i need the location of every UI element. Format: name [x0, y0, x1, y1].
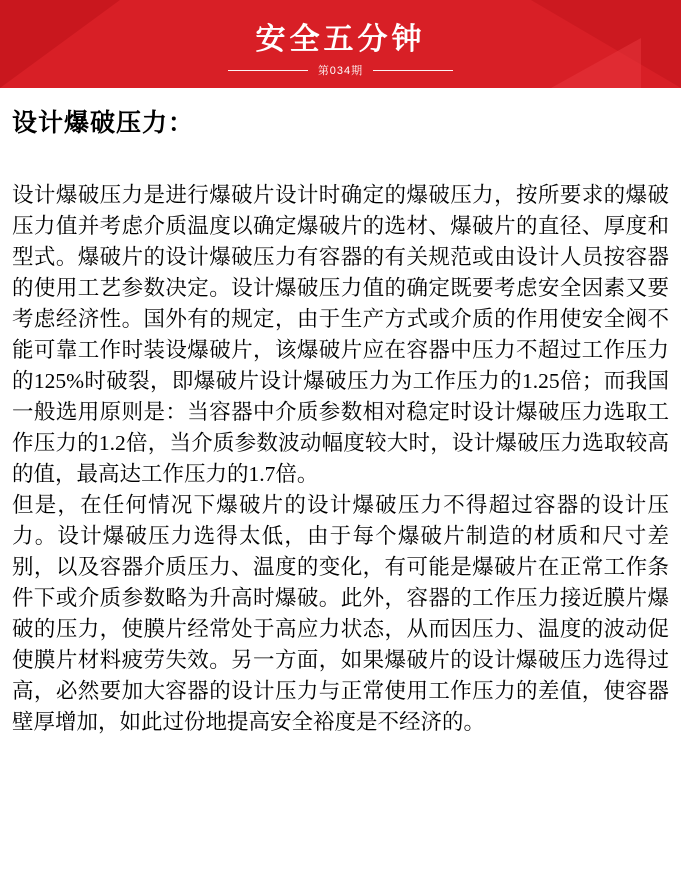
banner-rule-right [373, 70, 453, 71]
page-title: 设计爆破压力： [12, 109, 195, 137]
body-paragraph: 设计爆破压力是进行爆破片设计时确定的爆破压力，按所要求的爆破压力值并考虑介质温度以确定爆破片的选材、爆破片的直径、厚度和型式。爆破片的设计爆破压力有容器的有关规范或由设计人员按容器的使用工艺参数决定。设计爆破压力值的确定既要考虑安全因素又要考虑经济性。国外有的规定，由于生产方式或介质的作用使安全阀不能可靠工作时装设爆破片，该爆破片应在容器中压力不超过工作压力的125%时破裂，即爆破片设计爆破压力为工作压力的1.25倍；而我国一般选用原则是：当容器中介质参数相对稳定时设计爆破压力选取工作压力的1.2倍，当介质参数波动幅度较大时，设计爆破压力选取较高的值，最高达工作压力的1.7倍。 [12, 183, 669, 486]
document-content [0, 88, 681, 738]
title-body-spacer [12, 138, 669, 180]
body-paragraph: 但是，在任何情况下爆破片的设计爆破压力不得超过容器的设计压力。设计爆破压力选得太低，由于每个爆破片制造的材质和尺寸差别，以及容器介质压力、温度的变化，有可能是爆破片在正常工作条件下或介质参数略为升高时爆破。此外，容器的工作压力接近膜片爆破的压力，使膜片经常处于高应力状态，从而因压力、温度的波动促使膜片材料疲劳失效。另一方面，如果爆破片的设计爆破压力选得过高，必然要加大容器的设计压力与正常使用工作压力的差值，使容器壁厚增加，如此过份地提高安全裕度是不经济的。 [12, 493, 669, 734]
banner-issue-number: 第034期 [317, 65, 364, 77]
header-banner [0, 0, 681, 88]
banner-title: 安全五分钟 [255, 23, 426, 56]
banner-rule-left [228, 70, 308, 71]
banner-subtitle-row [0, 62, 681, 78]
